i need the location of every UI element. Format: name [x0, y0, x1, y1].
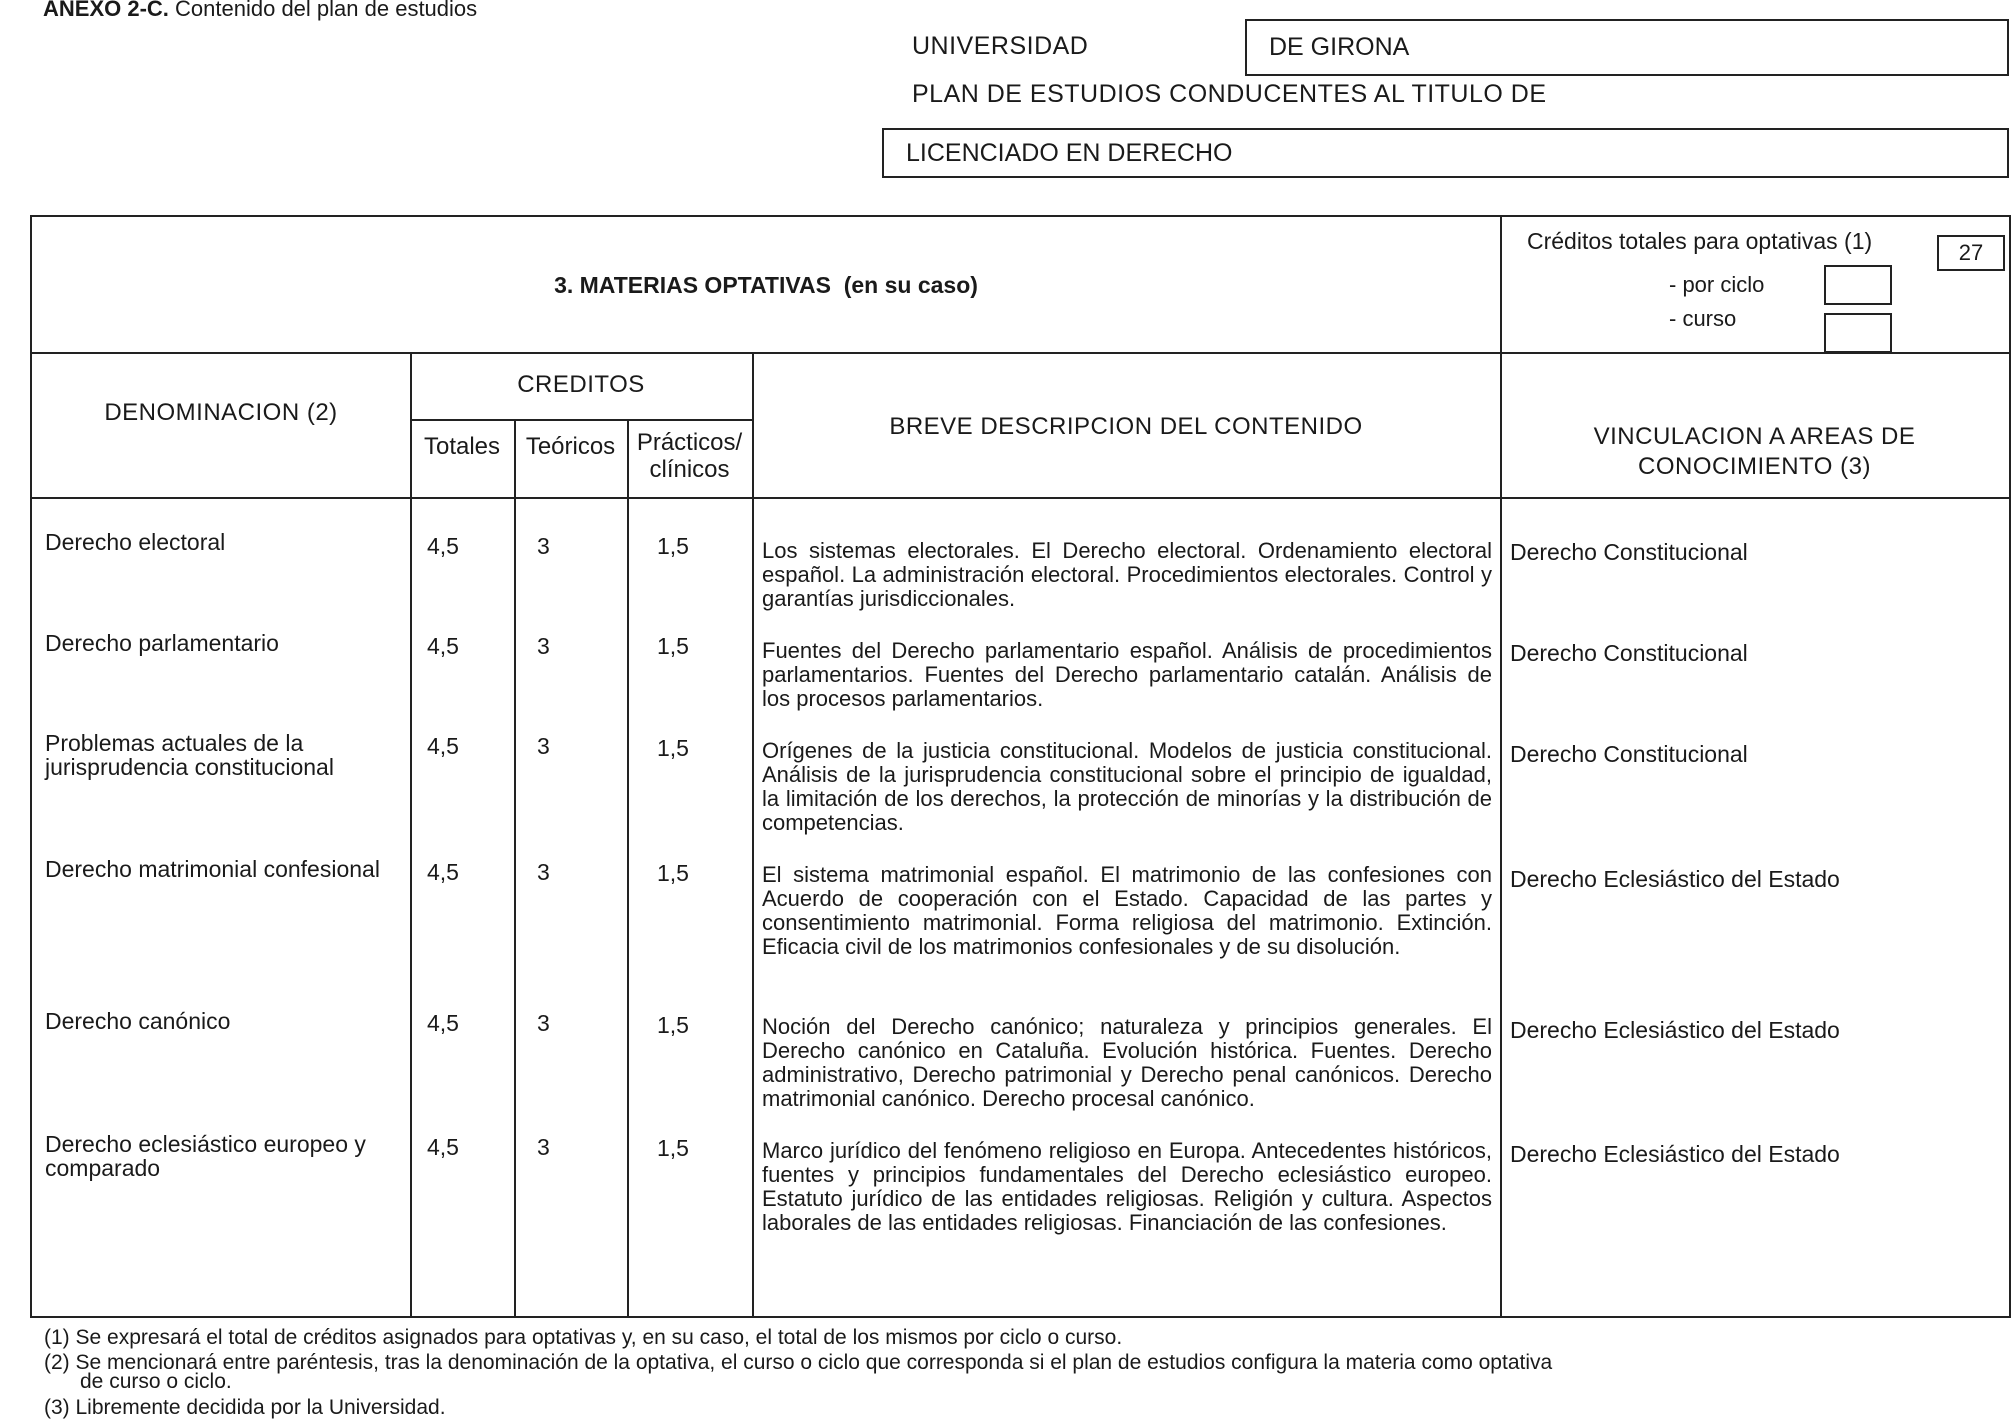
- col-totales: Totales: [423, 433, 501, 460]
- row-denominacion: Derecho electoral: [45, 529, 226, 555]
- row-teoricos: 3: [537, 1010, 550, 1036]
- col-vinculacion-line2: CONOCIMIENTO (3): [1638, 453, 1871, 480]
- footnote-3: (3) Libremente decidida por la Universidad.: [44, 1396, 446, 1419]
- creditos-totales-value: 27: [1958, 240, 1984, 265]
- row-area: Derecho Eclesiástico del Estado: [1510, 1141, 1840, 1167]
- row-teoricos: 3: [537, 733, 550, 759]
- universidad-value: DE GIRONA: [1269, 33, 1410, 61]
- section-title: [32, 273, 1500, 297]
- row-denominacion: Derecho canónico: [45, 1008, 231, 1034]
- divider: [1500, 217, 1502, 1316]
- titulo-value-box: [882, 128, 2009, 178]
- row-practicos: 1,5: [657, 1012, 689, 1038]
- titulo-value: LICENCIADO EN DERECHO: [906, 138, 1233, 167]
- section-title-suffix: (en su caso): [843, 272, 978, 298]
- row-teoricos: 3: [537, 633, 550, 659]
- por-ciclo-label: - por ciclo: [1669, 272, 1765, 297]
- col-practicos-line2: clínicos: [649, 456, 730, 483]
- col-practicos: [627, 431, 752, 482]
- curso-label: - curso: [1669, 306, 1737, 331]
- row-practicos: 1,5: [657, 735, 689, 761]
- row-area: Derecho Constitucional: [1510, 741, 1748, 767]
- creditos-totales-label: Créditos totales para optativas (1): [1527, 228, 1873, 254]
- row-denominacion: Problemas actuales de la jurisprudencia constitucional: [45, 730, 334, 780]
- col-vinculacion: [1500, 422, 2009, 482]
- annex-text: Contenido del plan de estudios: [168, 0, 478, 21]
- row-area: Derecho Constitucional: [1510, 640, 1748, 666]
- plan-label: PLAN DE ESTUDIOS CONDUCENTES AL TITULO DE: [912, 80, 1547, 108]
- col-creditos: CREDITOS: [517, 371, 645, 398]
- por-ciclo-box: [1824, 265, 1892, 305]
- row-area: Derecho Eclesiástico del Estado: [1510, 866, 1840, 892]
- row-denominacion: Derecho matrimonial confesional: [45, 856, 380, 882]
- creditos-totales-box: [1937, 235, 2005, 271]
- row-totales: 4,5: [427, 859, 459, 885]
- footnote-2-cont: de curso o ciclo.: [80, 1370, 232, 1393]
- annex-heading: [43, 0, 477, 22]
- footnote-1: (1) Se expresará el total de créditos asignados para optativas y, en su caso, el total de los mismos por ciclo o curso.: [44, 1326, 1123, 1349]
- footnote-2: (2) Se mencionará entre paréntesis, tras la denominación de la optativa, el curso o ciclo que corresponda si el plan de estudios configura la materia como optativa: [44, 1351, 1553, 1374]
- section-title-bold: 3. MATERIAS OPTATIVAS: [554, 272, 831, 298]
- annex-label: ANEXO 2-C.: [43, 0, 169, 21]
- col-denominacion: DENOMINACION (2): [104, 399, 338, 426]
- row-practicos: 1,5: [657, 860, 689, 886]
- row-descripcion: Los sistemas electorales. El Derecho electoral. Ordenamiento electoral español. La administración electoral. Procedimientos electorales. Control y garantías jurisdiccionales.: [762, 538, 1492, 611]
- row-descripcion: El sistema matrimonial español. El matrimonio de las confesiones con Acuerdo de cooperación con el Estado. Capacidad de las partes y consentimiento matrimonial. Forma religiosa del matrimonio. Extinción. Eficacia civil de los matrimonios confesionales y de su disolución.: [762, 862, 1492, 959]
- col-vinculacion-line1: VINCULACION A AREAS DE: [1593, 423, 1916, 450]
- row-area: Derecho Constitucional: [1510, 539, 1748, 565]
- row-totales: 4,5: [427, 533, 459, 559]
- row-descripcion: Marco jurídico del fenómeno religioso en Europa. Antecedentes históricos, fuentes y principios fundamentales del Derecho eclesiástico europeo. Estatuto jurídico de las entidades religiosas. Religión y cultura. Aspectos laborales de las entidades religiosas. Financiación de las confesiones.: [762, 1138, 1492, 1235]
- row-descripcion: Fuentes del Derecho parlamentario español. Análisis de procedimientos parlamentarios. Fuentes del Derecho parlamentario catalán. Análisis de los procesos parlamentarios.: [762, 638, 1492, 711]
- divider: [514, 419, 516, 1316]
- row-descripcion: Orígenes de la justicia constitucional. Modelos de justicia constitucional. Análisis de la jurisprudencia constitucional sobre el principio de igualdad, la limitación de los derechos, la protección de minorías y la distribución de competencias.: [762, 738, 1492, 835]
- row-totales: 4,5: [427, 1134, 459, 1160]
- row-practicos: 1,5: [657, 533, 689, 559]
- col-practicos-line1: Prácticos/: [636, 429, 743, 456]
- row-teoricos: 3: [537, 1134, 550, 1160]
- row-denominacion: Derecho parlamentario: [45, 630, 279, 656]
- universidad-label: UNIVERSIDAD: [912, 32, 1089, 60]
- row-descripcion: Noción del Derecho canónico; naturaleza y principios generales. El Derecho canónico en Cataluña. Evolución histórica. Fuentes. Derecho administrativo, Derecho patrimonial y Derecho penal canónicos. Derecho matrimonial canónico. Derecho procesal canónico.: [762, 1014, 1492, 1111]
- divider: [627, 419, 629, 1316]
- optativas-table: [30, 215, 2011, 1318]
- col-teoricos: Teóricos: [525, 433, 616, 460]
- universidad-value-box: [1245, 19, 2009, 76]
- divider: [32, 352, 2009, 354]
- row-practicos: 1,5: [657, 1135, 689, 1161]
- row-totales: 4,5: [427, 633, 459, 659]
- row-teoricos: 3: [537, 859, 550, 885]
- row-denominacion: Derecho eclesiástico europeo y comparado: [45, 1131, 366, 1181]
- curso-box: [1824, 313, 1892, 353]
- row-totales: 4,5: [427, 733, 459, 759]
- row-practicos: 1,5: [657, 633, 689, 659]
- divider: [752, 352, 754, 1316]
- row-area: Derecho Eclesiástico del Estado: [1510, 1017, 1840, 1043]
- row-totales: 4,5: [427, 1010, 459, 1036]
- row-teoricos: 3: [537, 533, 550, 559]
- divider: [32, 497, 2009, 499]
- col-descripcion: BREVE DESCRIPCION DEL CONTENIDO: [889, 413, 1363, 440]
- divider: [410, 419, 752, 421]
